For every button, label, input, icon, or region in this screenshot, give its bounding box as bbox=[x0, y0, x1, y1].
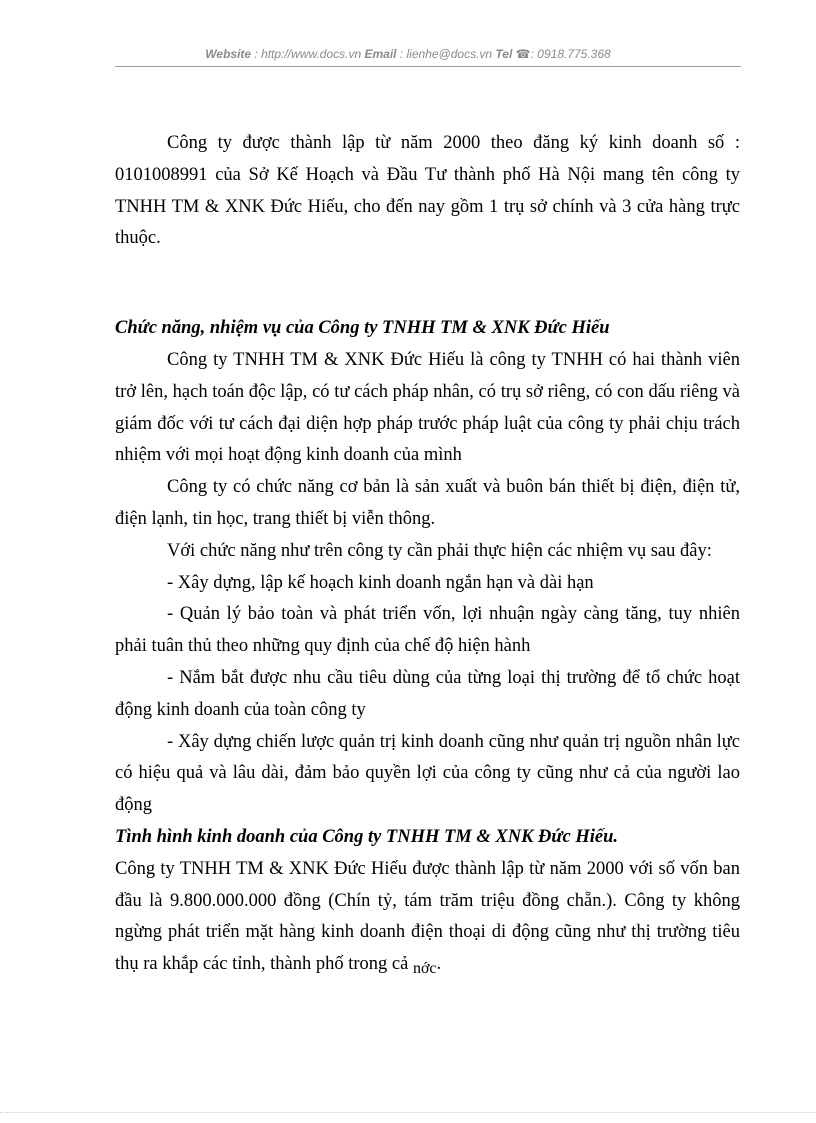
tel-label: Tel bbox=[495, 47, 513, 61]
section2-paragraph-tail: nớc bbox=[412, 960, 437, 978]
section1-paragraph-3: Với chức năng như trên công ty cần phải thực hiện các nhiệm vụ sau đây: bbox=[167, 540, 712, 561]
footer-dotted-rule bbox=[0, 1112, 816, 1113]
email-label: Email bbox=[364, 47, 397, 61]
section2-heading: Tình hình kinh doanh của Công ty TNHH TM & XNK Đức Hiếu. bbox=[115, 826, 618, 847]
section1-paragraph-1: Công ty TNHH TM & XNK Đức Hiếu là công ty TNHH có hai thành viên trở lên, hạch toán độc lập, có tư cách pháp nhân, có trụ sở riêng, có con dấu riêng và giám đốc với tư cách đại diện hợp pháp trước pháp luật của công ty phải chịu trách nhiệm với mọi hoạt động kinh doanh của mình bbox=[115, 349, 740, 466]
phone-icon: ☎ bbox=[515, 47, 531, 61]
intro-paragraph: Công ty được thành lập từ năm 2000 theo đăng ký kinh doanh số : 0101008991 của Sở Kế Hoạch và Đầu Tư thành phố Hà Nội mang tên công ty TNHH TM & XNK Đức Hiếu, cho đến nay gồm 1 trụ sở chính và 3 cửa hàng trực thuộc. bbox=[115, 133, 740, 249]
email-value[interactable]: : lienhe@docs.vn bbox=[399, 47, 493, 61]
section2-paragraph-text: Công ty TNHH TM & XNK Đức Hiếu được thành lập từ năm 2000 với số vốn ban đầu là 9.800.000.000 đồng (Chín tỷ, tám trăm triệu đồng chẵn.). Công ty không ngừng phát triển mặt hàng kinh doanh điện thoại di động cũng như thị trường tiêu thụ ra khắp các tỉnh, thành phố trong cả bbox=[115, 858, 740, 975]
duty-item-1: - Xây dựng, lập kế hoạch kinh doanh ngắn hạn và dài hạn bbox=[167, 572, 594, 593]
duty-item-4: - Xây dựng chiến lược quản trị kinh doanh cũng như quản trị nguồn nhân lực có hiệu quả và lâu dài, đảm bảo quyền lợi của công ty cũng như cả của người lao động bbox=[115, 731, 740, 816]
website-url[interactable]: : http://www.docs.vn bbox=[254, 47, 362, 61]
duty-item-3: - Nắm bắt được nhu cầu tiêu dùng của từng loại thị trường để tổ chức hoạt động kinh doanh của toàn công ty bbox=[115, 667, 740, 720]
document-body bbox=[115, 128, 740, 981]
website-label: Website bbox=[205, 47, 252, 61]
duty-item-2: - Quản lý bảo toàn và phát triển vốn, lợi nhuận ngày càng tăng, tuy nhiên phải tuân thủ theo những quy định của chế độ hiện hành bbox=[115, 604, 740, 657]
section-gap bbox=[115, 255, 740, 313]
section1-heading: Chức năng, nhiệm vụ của Công ty TNHH TM & XNK Đức Hiếu bbox=[115, 318, 610, 339]
section1-paragraph-2: Công ty có chức năng cơ bản là sản xuất và buôn bán thiết bị điện, điện tử, điện lạnh, tin học, trang thiết bị viễn thông. bbox=[115, 477, 740, 529]
section2-paragraph-1 bbox=[115, 854, 740, 981]
page-header bbox=[0, 47, 816, 61]
section2-paragraph-end: . bbox=[436, 954, 442, 975]
header-rule bbox=[115, 66, 741, 67]
tel-value: : 0918.775.368 bbox=[530, 47, 611, 61]
